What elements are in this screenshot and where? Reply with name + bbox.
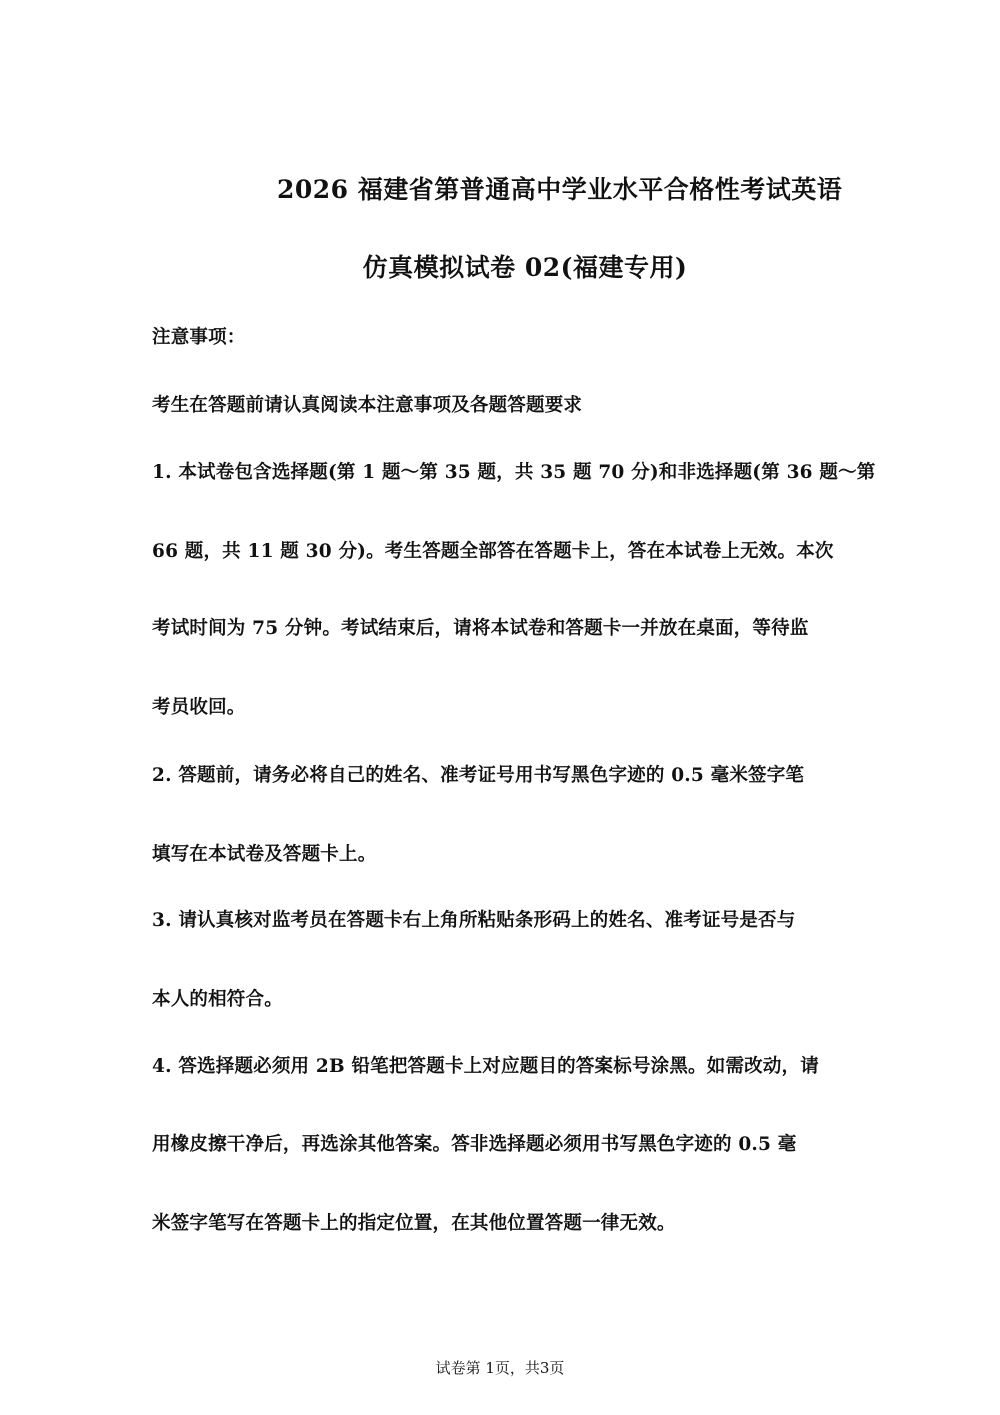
notice-line: 填写在本试卷及答题卡上。 [152, 844, 377, 865]
notice-line: 66 题，共 11 题 30 分)。考生答题全部答在答题卡上，答在本试卷上无效。本次 [152, 541, 834, 562]
notice-line: 本人的相符合。 [152, 989, 283, 1010]
notice-line: 2. 答题前，请务必将自己的姓名、准考证号用书写黑色字迹的 0.5 毫米签字笔 [152, 765, 805, 786]
notice-line: 3. 请认真核对监考员在答题卡右上角所粘贴条形码上的姓名、准考证号是否与 [152, 910, 796, 931]
notice-line: 1. 本试卷包含选择题(第 1 题～第 35 题，共 35 题 70 分)和非选择题(第 36 题～第 [152, 462, 876, 483]
notice-intro: 考生在答题前请认真阅读本注意事项及各题答题要求 [152, 395, 583, 416]
notice-line: 米签字笔写在答题卡上的指定位置，在其他位置答题一律无效。 [152, 1213, 676, 1234]
notice-line: 考试时间为 75 分钟。考试结束后，请将本试卷和答题卡一并放在桌面，等待监 [152, 618, 809, 639]
document-title-line-2: 仿真模拟试卷 02(福建专用) [362, 253, 688, 282]
notice-line: 考员收回。 [152, 697, 246, 718]
document-title-line-1: 2026 福建省第普通高中学业水平合格性考试英语 [277, 175, 843, 204]
notice-line: 4. 答选择题必须用 2B 铅笔把答题卡上对应题目的答案标号涂黑。如需改动，请 [152, 1056, 819, 1077]
notice-heading: 注意事项： [152, 327, 246, 348]
notice-line: 用橡皮擦干净后，再选涂其他答案。答非选择题必须用书写黑色字迹的 0.5 毫 [152, 1134, 797, 1155]
page-footer: 试卷第 1页，共3页 [435, 1359, 565, 1377]
